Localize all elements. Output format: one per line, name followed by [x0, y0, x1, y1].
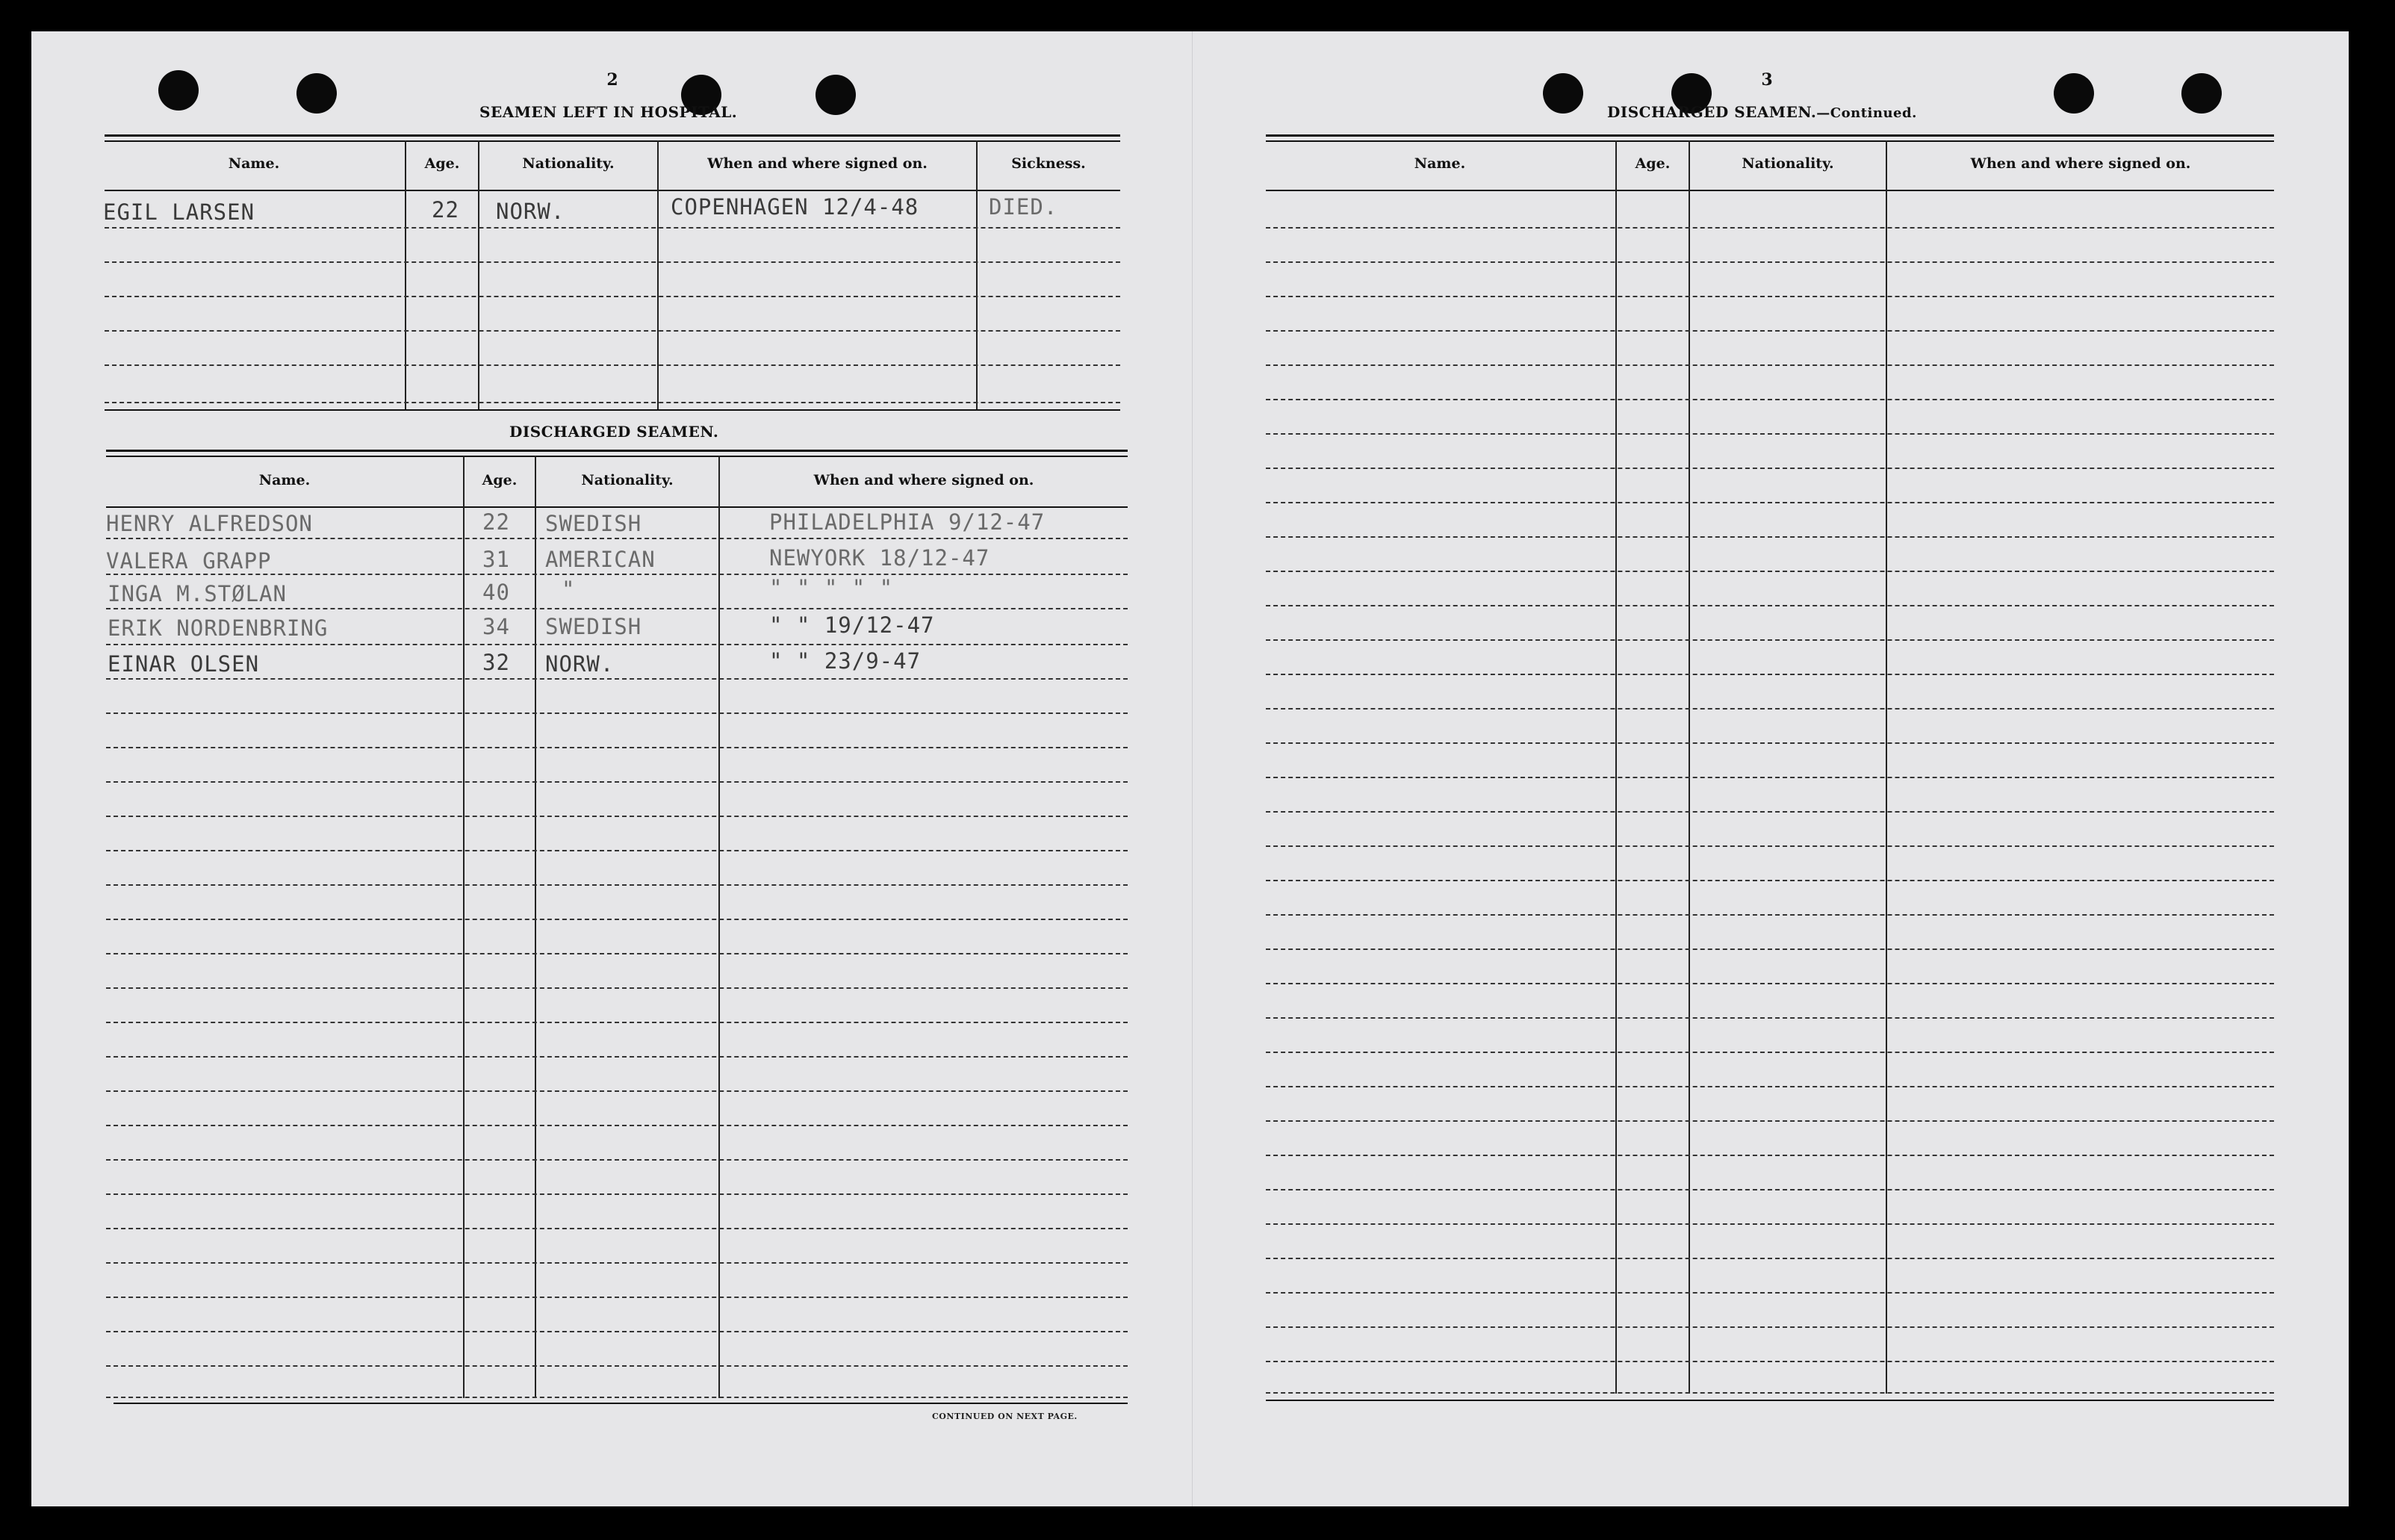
punch-hole [816, 75, 856, 115]
col-header-nationality: Nationality. [1742, 155, 1834, 172]
discharged-age: 22 [482, 509, 510, 535]
hospital-name: EGIL LARSEN [103, 199, 255, 225]
discharged-age: 31 [482, 547, 510, 572]
punch-hole [2181, 73, 2222, 114]
discharged-section-title: DISCHARGED SEAMEN. [509, 423, 719, 441]
discharged-signed-on: PHILADELPHIA 9/12-47 [769, 509, 1046, 535]
discharged-signed-on: " " 23/9-47 [769, 648, 922, 674]
discharged-age: 34 [482, 614, 510, 639]
discharged-name: ERIK NORDENBRING [108, 615, 329, 641]
punch-hole [2054, 73, 2094, 114]
col-header-age: Age. [482, 472, 518, 488]
hospital-sickness: DIED. [989, 194, 1058, 220]
discharged-continued-title [1607, 103, 1917, 121]
col-header-age: Age. [1635, 155, 1671, 172]
left-page [31, 31, 1193, 1506]
discharged-nationality: SWEDISH [545, 614, 642, 639]
hospital-age: 22 [432, 197, 459, 223]
hospital-nationality: NORW. [496, 199, 565, 224]
discharged-name: HENRY ALFREDSON [106, 511, 313, 536]
discharged-name: VALERA GRAPP [106, 548, 272, 574]
discharged-signed-on: " " 19/12-47 [769, 612, 935, 638]
discharged-signed-on: NEWYORK 18/12-47 [769, 545, 990, 571]
col-header-name: Name. [1414, 155, 1466, 172]
col-header-signed-on: When and where signed on. [707, 155, 928, 172]
page-number: 3 [1761, 70, 1773, 90]
punch-hole [158, 70, 199, 111]
col-header-name: Name. [228, 155, 280, 172]
hospital-section-title: SEAMEN LEFT IN HOSPITAL. [479, 103, 738, 121]
discharged-nationality: " [562, 577, 576, 602]
col-header-signed-on: When and where signed on. [813, 472, 1034, 488]
discharged-age: 40 [482, 580, 510, 605]
discharged-name: EINAR OLSEN [108, 651, 260, 677]
section-title-suffix: —Continued. [1816, 105, 1917, 121]
continued-note: CONTINUED ON NEXT PAGE. [932, 1412, 1078, 1421]
col-header-nationality: Nationality. [522, 155, 615, 172]
discharged-signed-on: " " " " " [769, 575, 894, 600]
punch-hole [1543, 73, 1583, 114]
discharged-nationality: NORW. [545, 651, 615, 677]
section-title: DISCHARGED SEAMEN. [1607, 103, 1817, 121]
col-header-sickness: Sickness. [1011, 155, 1086, 172]
page-number: 2 [606, 70, 618, 90]
discharged-nationality: SWEDISH [545, 511, 642, 536]
punch-hole [296, 73, 337, 114]
discharged-nationality: AMERICAN [545, 547, 656, 572]
right-page [1193, 31, 2349, 1506]
discharged-age: 32 [482, 650, 510, 675]
col-header-signed-on: When and where signed on. [1970, 155, 2191, 172]
col-header-name: Name. [258, 472, 311, 488]
discharged-name: INGA M.STØLAN [108, 581, 287, 606]
col-header-age: Age. [424, 155, 460, 172]
hospital-signed-on: COPENHAGEN 12/4-48 [671, 194, 919, 220]
col-header-nationality: Nationality. [581, 472, 674, 488]
